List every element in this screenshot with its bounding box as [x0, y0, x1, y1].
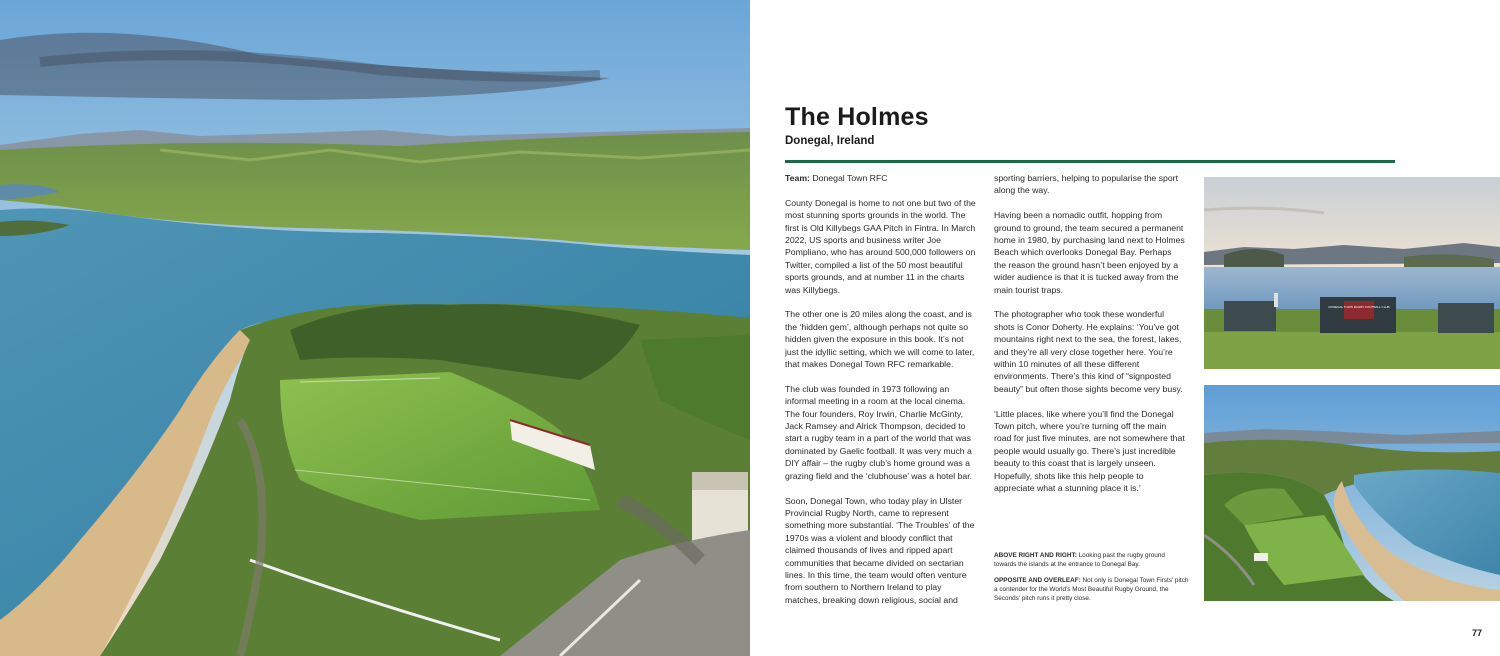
team-value: Donegal Town RFC: [812, 173, 888, 183]
caption-heading: ABOVE RIGHT AND RIGHT:: [994, 552, 1077, 559]
location-subtitle: Donegal, Ireland: [785, 135, 875, 147]
paragraph: Soon, Donegal Town, who today play in Ulster Provincial Rugby North, came to represent something more substantial. ‘The Troubles’ of the 1970s was a violent and bloody conflict that claimed thousands of lives and ripped apart communities that became divided on sectarian lines. In this time, the team would often venture from southern to Northern Ireland to play matches, breaking down religious, social and: [785, 495, 975, 605]
paragraph: The other one is 20 miles along the coast, and is the ‘hidden gem’, although perhaps not quite so hidden given the exposure in this book. It’s not just the idyllic setting, which we will come to later, that makes Donegal Town RFC remarkable.: [785, 309, 975, 370]
paragraph: The club was founded in 1973 following an informal meeting in a room at the local cinema. The four founders, Roy Irwin, Charlie McGinty, Jack Ramsey and Alrick Thompson, decided to start a rugby team in a part of the world that was dominated by Gaelic football. It was very much a DIY affair – the rugby club’s home ground was a grazing field and the ‘clubhouse’ was a hotel bar.: [785, 383, 973, 481]
text-column-2: [994, 172, 1186, 507]
text-column-1: [785, 172, 977, 619]
caption-text: Not only is Donegal Town Firsts’ pitch a contender for the World’s Most Beautiful Rugby Ground, the Seconds’ pitch runs it pretty close.: [994, 577, 1189, 603]
paragraph: County Donegal is home to not one but two of the most stunning sports grounds in the world. The first is Old Killybegs GAA Pitch in Fintra. In March 2022, US sports and business writer Joe Pompliano, who has around 500,000 followers on Twitter, compiled a list of the 50 most beautiful sports grounds, and at number 11 in the charts was Killybegs.: [785, 197, 976, 295]
clubhouse-sign-text: DONEGAL TOWN RUGBY FOOTBALL CLUB: [1328, 305, 1390, 309]
title-divider: [785, 160, 1395, 163]
paragraph: ‘Little places, like where you’ll find the Donegal Town pitch, where you’re turning off the main road for just five minutes, are not somewhere that people would usually go. There’s just incredible beauty to this coast that is largely unseen. Hopefully, shots like this help people to appreciate what a stunning place it is.’: [994, 408, 1185, 494]
photo-caption: [994, 576, 1189, 604]
photo-aerial-bay: [1204, 385, 1500, 601]
paragraph: sporting barriers, helping to popularise the sport along the way.: [994, 173, 1178, 196]
paragraph: Having been a nomadic outfit, hopping from ground to ground, the team secured a permanent home in 1980, by purchasing land next to Holmes Beach which overlooks Donegal Bay. Perhaps the reason the ground hasn’t been enjoyed by a wider audience is that it is tucked away from the main tourist traps.: [994, 210, 1185, 295]
team-line: [785, 172, 977, 184]
photo-caption: [994, 551, 1189, 569]
caption-text: Looking past the rugby ground towards the islands at the entrance to Donegal Bay.: [994, 552, 1165, 569]
caption-heading: OPPOSITE AND OVERLEAF:: [994, 577, 1081, 584]
team-label: Team:: [785, 173, 810, 183]
page-number: 77: [1472, 628, 1483, 638]
page-title: The Holmes: [785, 103, 929, 131]
photo-clubhouse-signs: [1204, 177, 1500, 369]
paragraph: The photographer who took these wonderful shots is Conor Doherty. He explains: ‘You’ve got mountains right next to the sea, the forest, lakes, and they’re all very close together here. You’re within 10 minutes of all these different environments. There’s this kind of “signposted beauty” but often those sights become very busy.: [994, 309, 1183, 394]
